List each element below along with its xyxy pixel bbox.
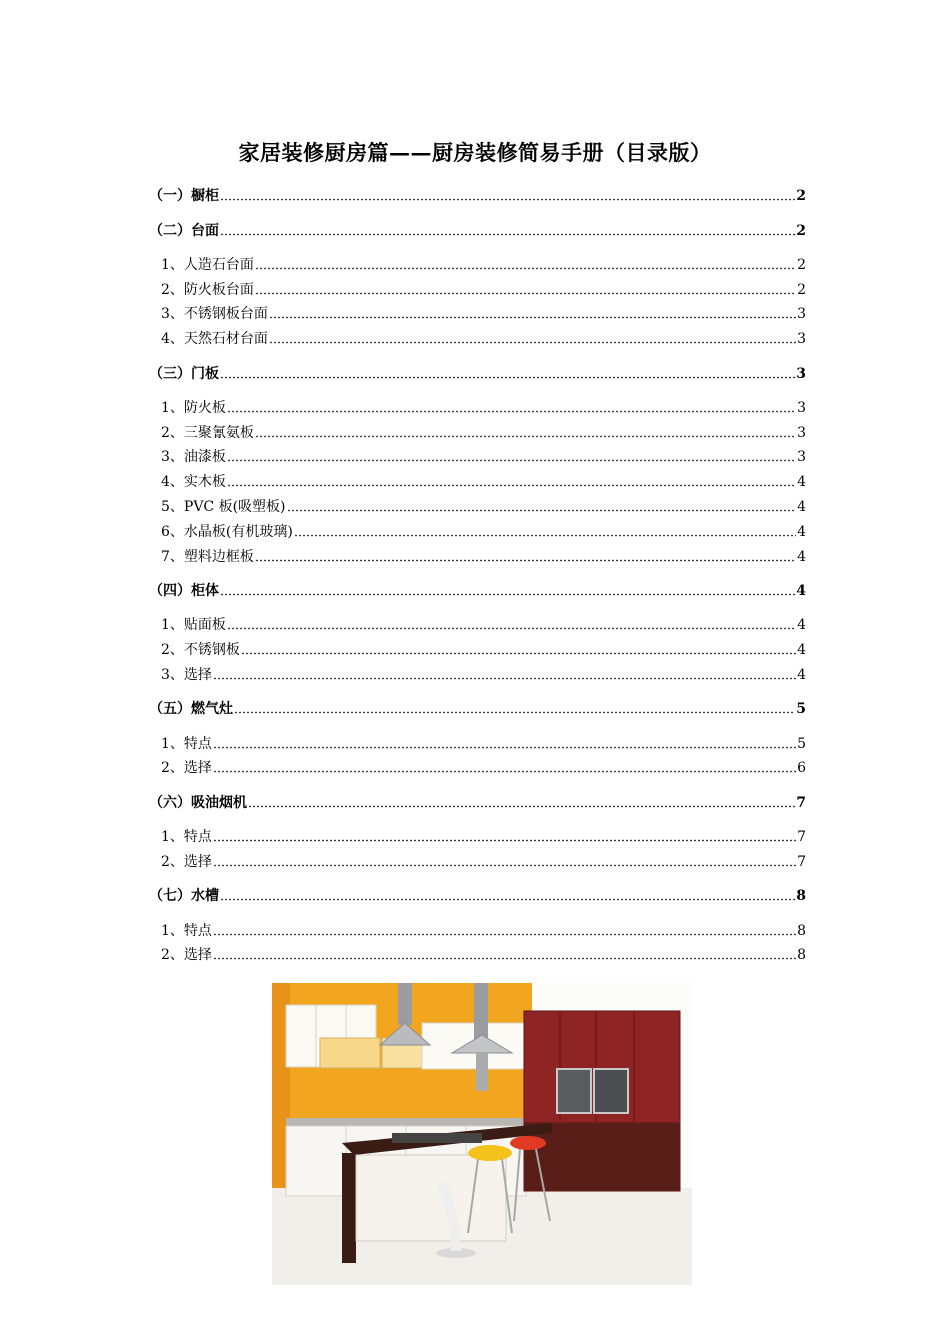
toc-page-number: 3 — [797, 306, 806, 322]
toc-dot-leader — [248, 796, 795, 808]
toc-entry-label: 1、特点 — [161, 923, 212, 939]
toc-page-number: 4 — [797, 524, 806, 540]
toc-page-number: 8 — [797, 947, 806, 963]
toc-dot-leader — [294, 525, 796, 537]
toc-subsection-entry[interactable] — [161, 665, 806, 685]
toc-entry-label: 1、特点 — [161, 736, 212, 752]
toc-entry-label: （五）燃气灶 — [149, 701, 233, 717]
toc-entry-label: 2、三聚氰氨板 — [161, 425, 254, 441]
document-title: 家居装修厨房篇——厨房装修简易手册（目录版） — [238, 140, 712, 165]
toc-page-number: 8 — [797, 923, 806, 939]
toc-subsection-entry[interactable] — [161, 329, 806, 349]
toc-page-number: 4 — [796, 583, 806, 599]
toc-dot-leader — [220, 189, 795, 201]
toc-page-number: 2 — [796, 188, 806, 204]
toc-dot-leader — [269, 307, 796, 319]
toc-page-number: 7 — [797, 854, 806, 870]
toc-section-entry[interactable] — [149, 186, 806, 206]
toc-page-number: 5 — [796, 701, 806, 717]
toc-dot-leader — [220, 224, 795, 236]
toc-page-number: 5 — [797, 736, 806, 752]
toc-entry-label: 2、防火板台面 — [161, 282, 254, 298]
toc-dot-leader — [220, 367, 795, 379]
toc-page-number: 2 — [797, 282, 806, 298]
toc-entry-label: 1、防火板 — [161, 400, 226, 416]
toc-subsection-entry[interactable] — [161, 615, 806, 635]
toc-dot-leader — [255, 426, 796, 438]
toc-subsection-entry[interactable] — [161, 472, 806, 492]
toc-subsection-entry[interactable] — [161, 255, 806, 275]
toc-subsection-entry[interactable] — [161, 447, 806, 467]
toc-page-number: 4 — [797, 667, 806, 683]
toc-subsection-entry[interactable] — [161, 921, 806, 941]
toc-entry-label: 1、人造石台面 — [161, 257, 254, 273]
toc-subsection-entry[interactable] — [161, 945, 806, 965]
toc-entry-label: （一）橱柜 — [149, 188, 219, 204]
toc-dot-leader — [213, 737, 796, 749]
toc-subsection-entry[interactable] — [161, 827, 806, 847]
toc-entry-label: 3、选择 — [161, 667, 212, 683]
toc-entry-label: 4、实木板 — [161, 474, 226, 490]
toc-dot-leader — [227, 475, 796, 487]
toc-entry-label: 2、不锈钢板 — [161, 642, 240, 658]
toc-dot-leader — [213, 761, 796, 773]
toc-entry-label: 5、PVC 板(吸塑板) — [161, 499, 286, 515]
toc-dot-leader — [241, 643, 796, 655]
toc-dot-leader — [255, 283, 796, 295]
toc-dot-leader — [255, 550, 796, 562]
toc-subsection-entry[interactable] — [161, 497, 806, 517]
toc-page-number: 3 — [797, 425, 806, 441]
toc-entry-label: 1、贴面板 — [161, 617, 226, 633]
toc-page-number: 3 — [797, 449, 806, 465]
toc-entry-label: 6、水晶板(有机玻璃) — [161, 524, 293, 540]
toc-section-entry[interactable] — [149, 699, 806, 719]
toc-section-entry[interactable] — [149, 221, 806, 241]
toc-subsection-entry[interactable] — [161, 423, 806, 443]
toc-entry-label: （二）台面 — [149, 223, 219, 239]
toc-page-number: 4 — [797, 617, 806, 633]
toc-dot-leader — [227, 450, 796, 462]
toc-entry-label: 4、天然石材台面 — [161, 331, 268, 347]
toc-dot-leader — [287, 500, 797, 512]
toc-page-number: 3 — [796, 366, 806, 382]
toc-subsection-entry[interactable] — [161, 522, 806, 542]
toc-section-entry[interactable] — [149, 886, 806, 906]
toc-page-number: 2 — [797, 257, 806, 273]
toc-subsection-entry[interactable] — [161, 398, 806, 418]
toc-subsection-entry[interactable] — [161, 304, 806, 324]
toc-dot-leader — [213, 830, 796, 842]
toc-dot-leader — [213, 668, 796, 680]
toc-page-number: 4 — [797, 642, 806, 658]
toc-subsection-entry[interactable] — [161, 280, 806, 300]
toc-page-number: 3 — [797, 400, 806, 416]
toc-entry-label: 1、特点 — [161, 829, 212, 845]
toc-entry-label: （七）水槽 — [149, 888, 219, 904]
toc-dot-leader — [213, 948, 796, 960]
toc-page-number: 4 — [797, 549, 806, 565]
toc-dot-leader — [227, 618, 796, 630]
toc-page-number: 2 — [796, 223, 806, 239]
toc-page-number: 6 — [797, 760, 806, 776]
toc-entry-label: （三）门板 — [149, 366, 219, 382]
toc-entry-label: 7、塑料边框板 — [161, 549, 254, 565]
toc-page-number: 4 — [797, 474, 806, 490]
toc-dot-leader — [227, 401, 796, 413]
toc-entry-label: 2、选择 — [161, 854, 212, 870]
toc-dot-leader — [220, 889, 795, 901]
toc-subsection-entry[interactable] — [161, 734, 806, 754]
toc-subsection-entry[interactable] — [161, 640, 806, 660]
kitchen-photo — [272, 983, 692, 1285]
toc-dot-leader — [255, 258, 796, 270]
toc-entry-label: （四）柜体 — [149, 583, 219, 599]
toc-dot-leader — [269, 332, 796, 344]
toc-entry-label: （六）吸油烟机 — [149, 795, 247, 811]
toc-page-number: 8 — [796, 888, 806, 904]
toc-page-number: 7 — [796, 795, 806, 811]
toc-subsection-entry[interactable] — [161, 852, 806, 872]
toc-entry-label: 3、不锈钢板台面 — [161, 306, 268, 322]
toc-page-number: 4 — [797, 499, 806, 515]
toc-page-number: 3 — [797, 331, 806, 347]
toc-entry-label: 2、选择 — [161, 947, 212, 963]
toc-entry-label: 2、选择 — [161, 760, 212, 776]
toc-dot-leader — [213, 924, 796, 936]
toc-dot-leader — [234, 702, 795, 714]
toc-dot-leader — [220, 584, 795, 596]
toc-section-entry[interactable] — [149, 793, 806, 813]
toc-subsection-entry[interactable] — [161, 758, 806, 778]
toc-section-entry[interactable] — [149, 364, 806, 384]
toc-dot-leader — [213, 855, 796, 867]
toc-subsection-entry[interactable] — [161, 547, 806, 567]
toc-entry-label: 3、油漆板 — [161, 449, 226, 465]
toc-page-number: 7 — [797, 829, 806, 845]
toc-section-entry[interactable] — [149, 581, 806, 601]
